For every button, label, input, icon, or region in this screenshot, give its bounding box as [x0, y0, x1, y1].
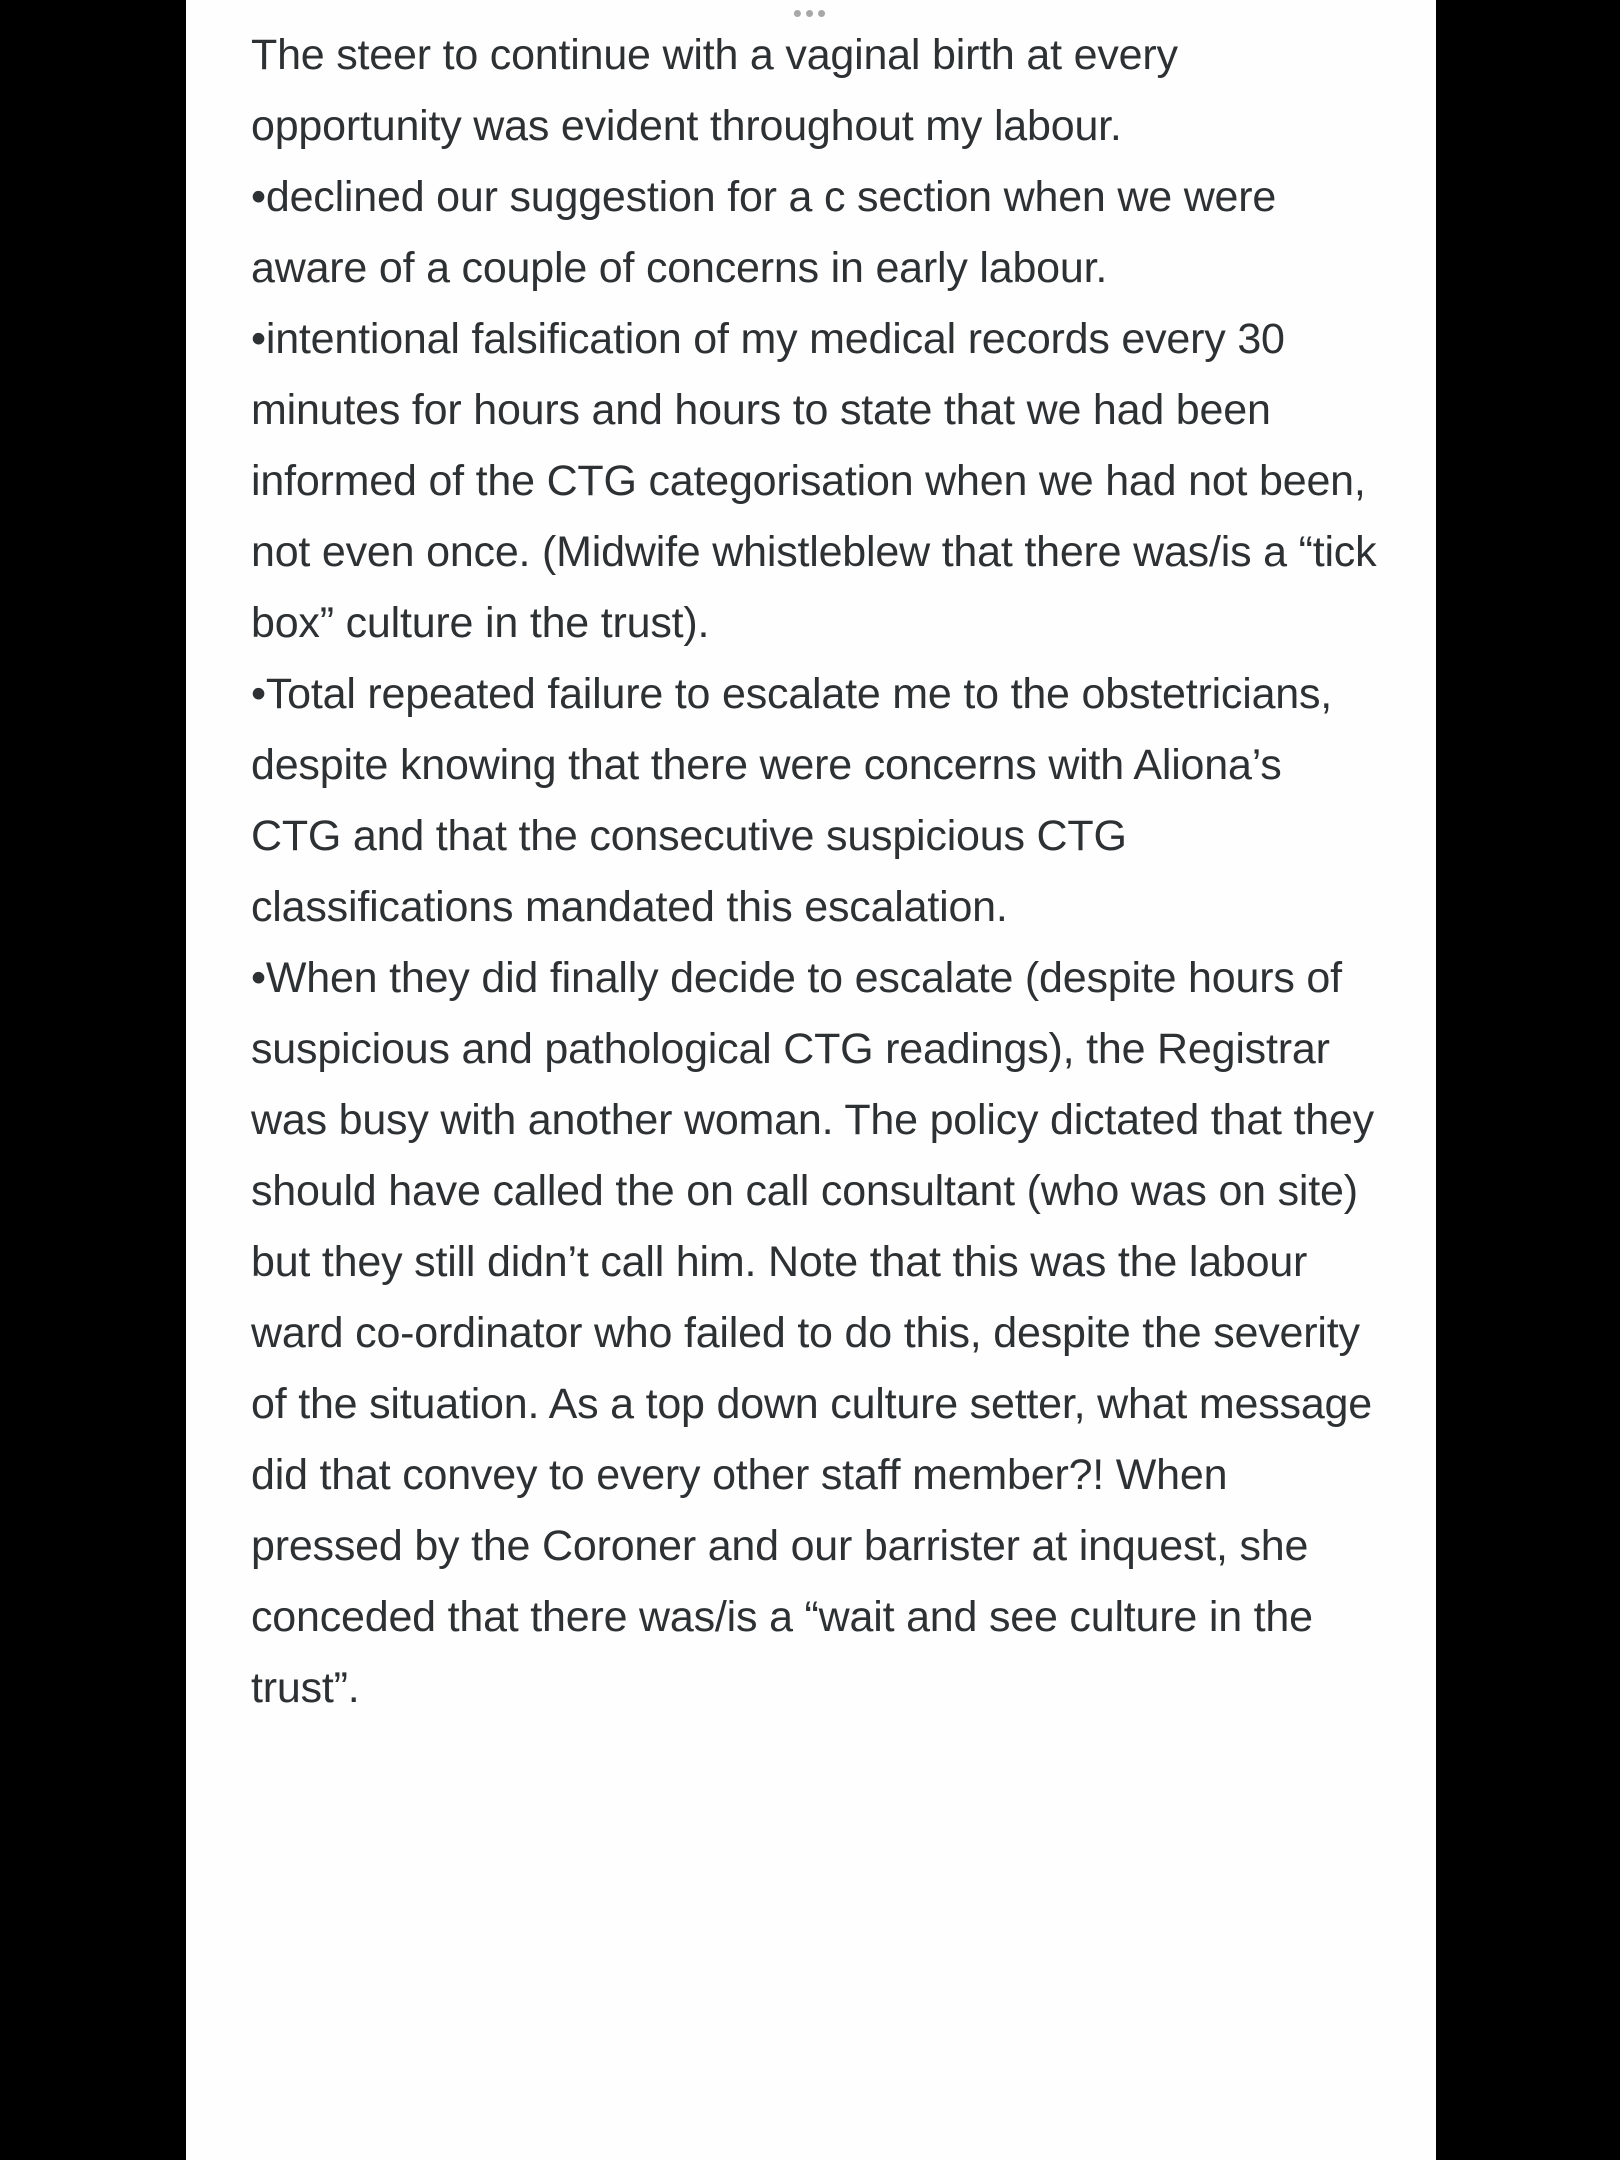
bullet-paragraph: •Total repeated failure to escalate me to the obstetricians, despite knowing that there were concerns with Aliona’s CTG and that the consecutive suspicious CTG classifications mandated this escalation.: [251, 670, 1344, 931]
ellipsis-horizontal-icon[interactable]: •••: [792, 0, 830, 28]
paragraph: The steer to continue with a vaginal birth at every opportunity was evident throughout my labour.: [251, 31, 1190, 150]
document-page: [186, 0, 1436, 2160]
document-text-body: [251, 20, 1389, 1724]
bullet-paragraph: •declined our suggestion for a c section when we were aware of a couple of concerns in early labour.: [251, 173, 1288, 292]
bullet-paragraph: •intentional falsification of my medical records every 30 minutes for hours and hours to state that we had been informed of the CTG categorisation when we had not been, not even once. (Midwife whistleblew that there was/is a “tick box” culture in the trust).: [251, 315, 1389, 647]
bullet-paragraph: •When they did finally decide to escalate (despite hours of suspicious and pathological CTG readings), the Registrar was busy with another woman. The policy dictated that they should have called the on call consultant (who was on site) but they still didn’t call him. Note that this was the labour ward co-ordinator who failed to do this, despite the severity of the situation. As a top down culture setter, what message did that convey to every other staff member?! When pressed by the Coroner and our barrister at inquest, she conceded that there was/is a “wait and see culture in the trust”.: [251, 954, 1386, 1712]
